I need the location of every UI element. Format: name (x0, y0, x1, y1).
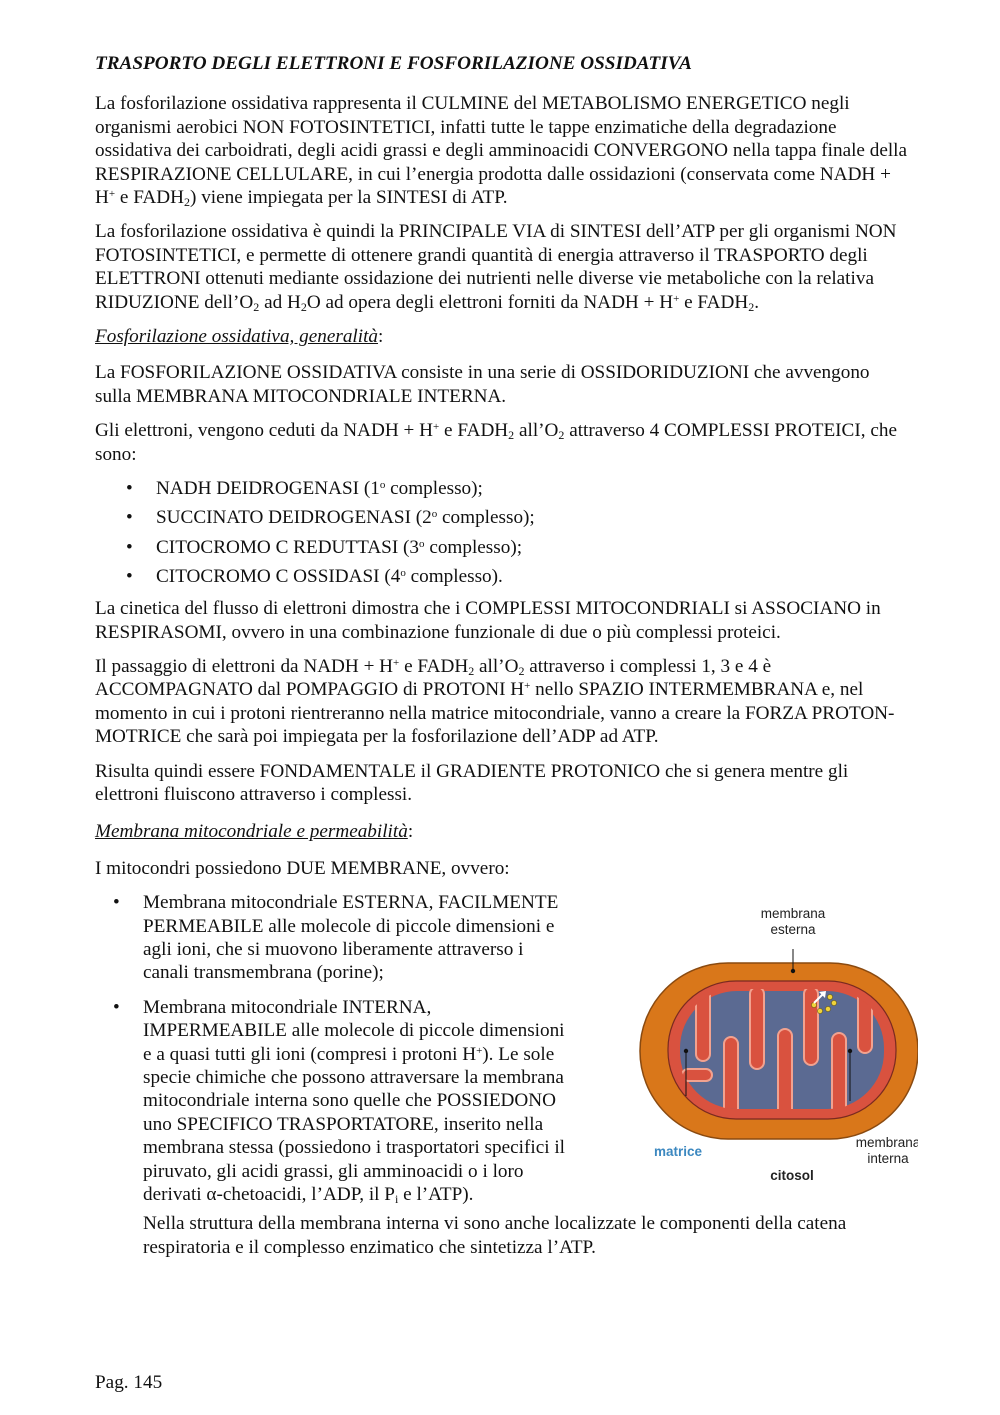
list-item: • CITOCROMO C REDUTTASI (3$^o$ complesso); (95, 536, 910, 559)
membrane-section (95, 891, 918, 1259)
list-item: • CITOCROMO C OSSIDASI (4$^o$ complesso). (95, 565, 910, 588)
paragraph-inner-membrane-components: Nella struttura della membrana interna vi sono anche localizzate le componenti della catena respiratoria e il complesso enzimatico che sintetizza l’ATP. (143, 1213, 847, 1258)
complexes-list (95, 477, 910, 588)
paragraph-electrons: Gli elettroni, vengono ceduti da NADH + H+ e $FADH_2$ $all’O_2$ attraverso 4 COMPLESSI PROTEICI, che sono: (95, 420, 897, 465)
paragraph-two-membranes: I mitocondri possiedono DUE MEMBRANE, ovvero: (95, 857, 510, 879)
paragraph-definition: La FOSFORILAZIONE OSSIDATIVA consiste in una serie di OSSIDORIDUZIONI che avvengono sulla MEMBRANA MITOCONDRIALE INTERNA. (95, 362, 870, 407)
paragraph-main-pathway: La fosforilazione ossidativa è quindi la PRINCIPALE VIA di SINTESI dell’ATP per gli organismi NON FOTOSINTETICI, e permette di ottenere grandi quantità di energia attraverso il TRASPORTO degli ELETTRONI ottenuti mediante ossidazione dei nutrienti nelle diverse vie metaboliche con la relativa RIDUZIONE $dell’O_2$ ad $H_2O$ ad opera degli elettroni forniti da NADH + H+ e $FADH_2$. (95, 221, 897, 314)
paragraph-proton-pumping: Il passaggio di elettroni da NADH + H+ e $FADH_2$ $all’O_2$ attraverso i complessi 1, 3 e 4 è ACCOMPAGNATO dal POMPAGGIO di PROTONI H+ nello SPAZIO INTERMEMBRANA e, nel momento in cui i protoni rientreranno nella matrice mitocondriale, vanno a creare la FORZA PROTON-MOTRICE che sarà poi impiegata per la fosforilazione dell’ADP ad ATP. (95, 655, 895, 748)
mitochondrion-illustration (638, 901, 918, 1201)
paragraph-kinetics: La cinetica del flusso di elettroni dimostra che i COMPLESSI MITOCONDRIALI si ASSOCIANO in RESPIRASOMI, ovvero in una combinazione funzionale di due o più complessi proteici. (95, 598, 881, 643)
label-outer-membrane: membrana (760, 906, 826, 922)
page-number: Pag. 145 (95, 1372, 163, 1393)
membranes-list (95, 891, 565, 1206)
label-cytosol: citosol (770, 1168, 814, 1184)
section-heading-membrane: Membrana mitocondriale e permeabilità: (95, 821, 414, 843)
mitochondrion-figure (638, 901, 918, 1201)
label-inner-membrane: membrana (855, 1135, 918, 1151)
label-matrix: matrice (653, 1144, 703, 1160)
list-item-outer-membrane: • Membrana mitocondriale ESTERNA, FACILMENTE PERMEABILE alle molecole di piccole dimensioni e agli ioni, che si muovono liberamente attraverso i canali transmembrana (porine); (95, 891, 565, 985)
page-title: TRASPORTO DEGLI ELETTRONI E FOSFORILAZIONE OSSIDATIVA (95, 53, 692, 74)
paragraph-gradient: Risulta quindi essere FONDAMENTALE il GRADIENTE PROTONICO che si genera mentre gli elettroni fluiscono attraverso i complessi. (95, 760, 849, 805)
label-inner-membrane-2: interna (867, 1151, 909, 1167)
list-item-inner-membrane: • Membrana mitocondriale INTERNA, IMPERMEABILE alle molecole di piccole dimensioni e a quasi tutti gli ioni (compresi i protoni H+). Le sole specie chimiche che possono attraversare la membrana mitocondriale interna sono quelle che POSSIEDONO uno SPECIFICO TRASPORTATORE, inserito nella membrana stessa (possiedono i trasportatori specifici il piruvato, gli acidi grassi, gli amminoacidi o i loro derivati α-chetoacidi, l’ADP, il $P_i$ e l’ATP). (95, 996, 565, 1207)
list-item: • NADH DEIDROGENASI (1$^o$ complesso); (95, 477, 910, 500)
paragraph-intro: La fosforilazione ossidativa rappresenta il CULMINE del METABOLISMO ENERGETICO negli organismi aerobici NON FOTOSINTETICI, infatti tutte le tappe enzimatiche della degradazione ossidativa dei carboidrati, degli acidi grassi e degli amminoacidi CONVERGONO nella tappa finale della RESPIRAZIONE CELLULARE, in cui l’energia prodotta dalle ossidazioni (conservata come NADH + H+ e $FADH_2$) viene impiegata per la SINTESI di ATP. (95, 93, 908, 210)
list-item: • SUCCINATO DEIDROGENASI (2$^o$ complesso); (95, 506, 910, 529)
document-page (95, 52, 918, 1259)
section-heading-generalities: Fosforilazione ossidativa, generalità: (95, 326, 384, 348)
label-outer-membrane-2: esterna (770, 922, 816, 938)
